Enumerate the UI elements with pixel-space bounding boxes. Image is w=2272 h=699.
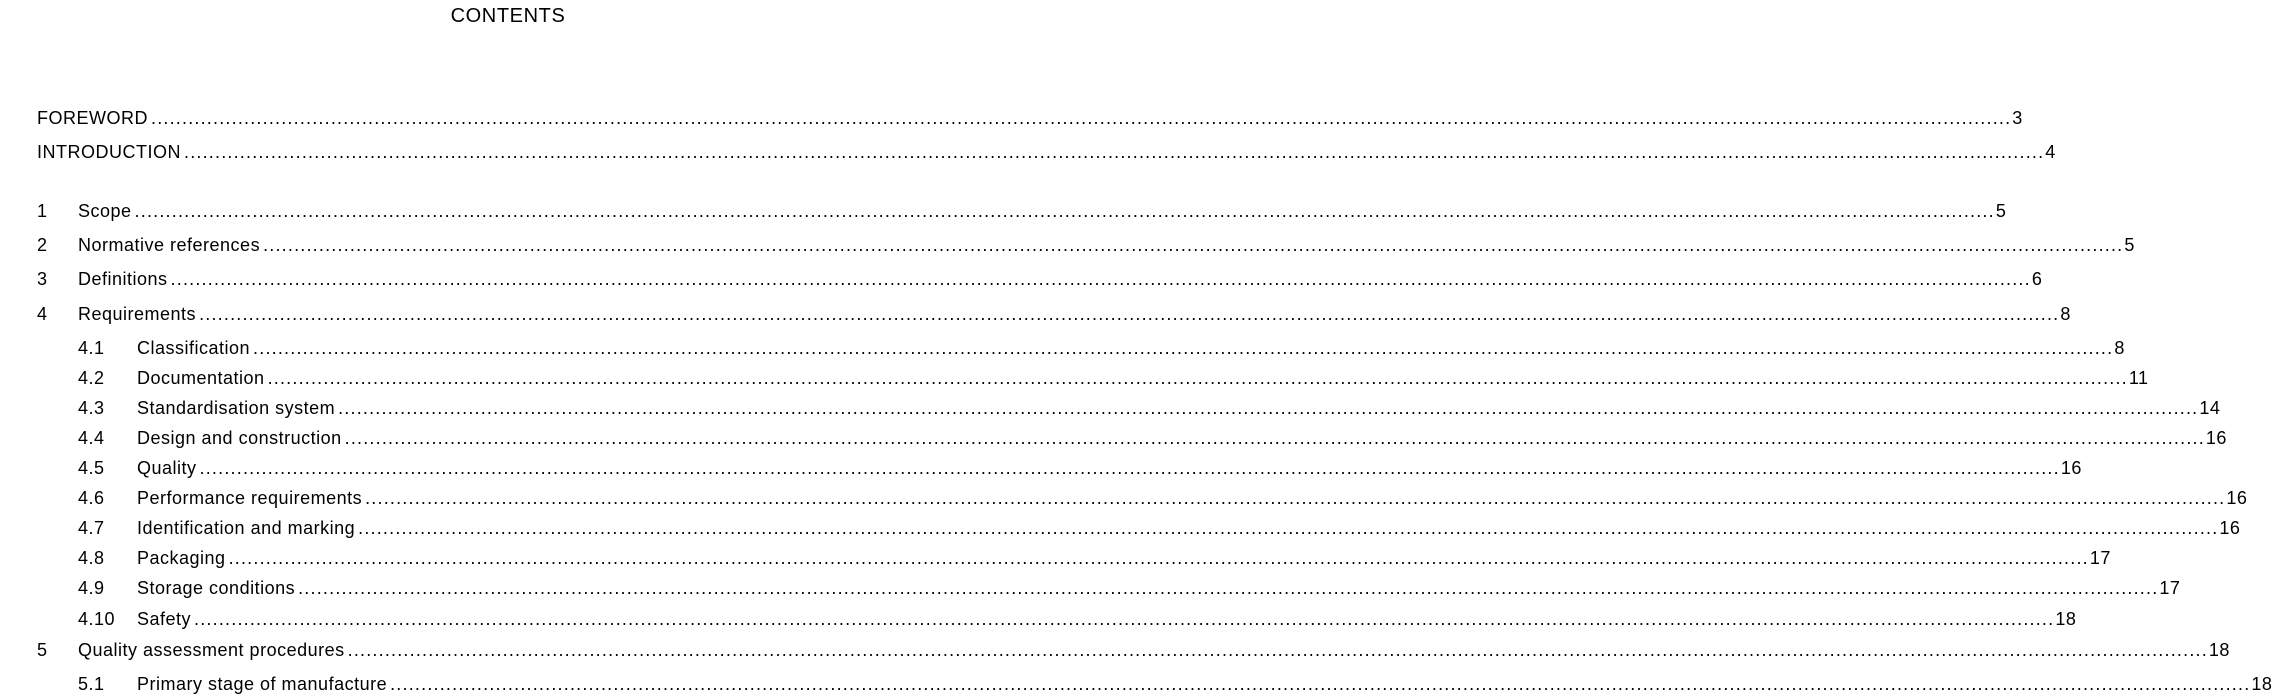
toc-dot-leader: ............................................................................................................................................................................................................................................................................................................: [199, 304, 2060, 324]
toc-dot-leader: ............................................................................................................................................................................................................................................................................................................: [134, 201, 1995, 221]
toc-entry-label: INTRODUCTION: [37, 142, 181, 162]
toc-entry-label: Normative references: [78, 235, 261, 255]
toc-dot-leader: ............................................................................................................................................................................................................................................................................................................: [184, 142, 2045, 162]
toc-page-number: 17: [2089, 548, 2111, 568]
toc-entry-scope[interactable]: [37, 200, 2007, 222]
toc-page-number: 8: [2114, 338, 2125, 358]
toc-clause-number: 4.4: [78, 428, 105, 448]
toc-page-number: 18: [2055, 609, 2077, 629]
toc-clause-number: 5: [37, 640, 48, 660]
toc-entry-label: Packaging: [137, 548, 226, 568]
toc-page-number: 5: [2124, 235, 2135, 255]
toc-entry-label: Quality: [137, 458, 197, 478]
toc-dot-leader: ............................................................................................................................................................................................................................................................................................................: [253, 338, 2114, 358]
toc-entry-label: Requirements: [78, 304, 197, 324]
toc-entry-packaging[interactable]: [78, 547, 2111, 569]
toc-entry-label: Standardisation system: [137, 398, 336, 418]
toc-page-number: 14: [2199, 398, 2221, 418]
toc-clause-number: 3: [37, 269, 48, 289]
toc-page-number: 6: [2031, 269, 2043, 289]
toc-clause-number: 4.8: [78, 548, 105, 568]
toc-page-number: 18: [2208, 640, 2230, 660]
toc-page-number: 17: [2159, 578, 2181, 598]
toc-entry-label: Performance requirements: [137, 488, 363, 508]
toc-entry-storage-conditions[interactable]: [78, 577, 2181, 599]
page-title: CONTENTS: [450, 5, 566, 27]
toc-page-number: 16: [2219, 518, 2241, 538]
toc-entry-performance-requirements[interactable]: [78, 487, 2248, 509]
toc-entry-design-and-construction[interactable]: [78, 427, 2227, 449]
toc-entry-label: Classification: [137, 338, 251, 358]
toc-page-number: 16: [2060, 458, 2082, 478]
toc-clause-number: 4.6: [78, 488, 105, 508]
toc-dot-leader: ............................................................................................................................................................................................................................................................................................................: [338, 398, 2199, 418]
toc-clause-number: 4.7: [78, 518, 105, 538]
toc-clause-number: 4: [37, 304, 48, 324]
toc-dot-leader: ............................................................................................................................................................................................................................................................................................................: [228, 548, 2089, 568]
toc-page-number: 11: [2128, 368, 2149, 388]
toc-entry-foreword[interactable]: [37, 107, 2023, 129]
toc-entry-label: FOREWORD: [37, 108, 148, 128]
toc-entry-label: Primary stage of manufacture: [137, 674, 388, 694]
toc-dot-leader: ............................................................................................................................................................................................................................................................................................................: [344, 428, 2205, 448]
toc-entry-label: Definitions: [78, 269, 168, 289]
toc-dot-leader: ............................................................................................................................................................................................................................................................................................................: [263, 235, 2124, 255]
toc-page-number: 3: [2012, 108, 2023, 128]
toc-entry-label: Documentation: [137, 368, 265, 388]
toc-entry-definitions[interactable]: [37, 268, 2043, 290]
toc-dot-leader: ............................................................................................................................................................................................................................................................................................................: [170, 269, 2031, 289]
toc-page-number: 16: [2205, 428, 2227, 448]
toc-entry-requirements[interactable]: [37, 303, 2071, 325]
toc-entry-label: Quality assessment procedures: [78, 640, 345, 660]
toc-dot-leader: ............................................................................................................................................................................................................................................................................................................: [390, 674, 2251, 694]
toc-entry-normative-references[interactable]: [37, 234, 2135, 256]
toc-entry-identification-and-marking[interactable]: [78, 517, 2241, 539]
toc-entry-label: Identification and marking: [137, 518, 356, 538]
toc-clause-number: 5.1: [78, 674, 105, 694]
toc-clause-number: 4.3: [78, 398, 105, 418]
toc-entry-label: Scope: [78, 201, 132, 221]
toc-entry-documentation[interactable]: [78, 367, 2149, 389]
toc-entry-quality[interactable]: [78, 457, 2082, 479]
toc-dot-leader: ............................................................................................................................................................................................................................................................................................................: [298, 578, 2159, 598]
toc-clause-number: 1: [37, 201, 48, 221]
toc-entry-classification[interactable]: [78, 337, 2125, 359]
toc-clause-number: 4.5: [78, 458, 105, 478]
toc-entry-label: Design and construction: [137, 428, 342, 448]
toc-page-number: 8: [2060, 304, 2071, 324]
toc-entry-primary-stage-of-manufacture[interactable]: [78, 673, 2272, 695]
toc-entry-quality-assessment-procedures[interactable]: [37, 639, 2230, 661]
toc-page-number: 16: [2226, 488, 2248, 508]
toc-dot-leader: ............................................................................................................................................................................................................................................................................................................: [151, 108, 2012, 128]
toc-clause-number: 4.2: [78, 368, 105, 388]
toc-entry-safety[interactable]: [78, 608, 2077, 630]
toc-page-number: 4: [2045, 142, 2056, 162]
toc-dot-leader: ............................................................................................................................................................................................................................................................................................................: [267, 368, 2128, 388]
toc-dot-leader: ............................................................................................................................................................................................................................................................................................................: [365, 488, 2226, 508]
toc-entry-standardisation-system[interactable]: [78, 397, 2221, 419]
toc-entry-introduction[interactable]: [37, 141, 2056, 163]
toc-clause-number: 4.1: [78, 338, 105, 358]
toc-dot-leader: ............................................................................................................................................................................................................................................................................................................: [199, 458, 2060, 478]
toc-clause-number: 4.9: [78, 578, 105, 598]
toc-dot-leader: ............................................................................................................................................................................................................................................................................................................: [358, 518, 2219, 538]
toc-entry-label: Safety: [137, 609, 192, 629]
toc-dot-leader: ............................................................................................................................................................................................................................................................................................................: [347, 640, 2208, 660]
toc-entry-label: Storage conditions: [137, 578, 296, 598]
toc-page-number: 18: [2251, 674, 2272, 694]
toc-dot-leader: ............................................................................................................................................................................................................................................................................................................: [194, 609, 2055, 629]
toc-clause-number: 2: [37, 235, 48, 255]
toc-clause-number: 4.10: [78, 609, 116, 629]
toc-page-number: 5: [1995, 201, 2007, 221]
